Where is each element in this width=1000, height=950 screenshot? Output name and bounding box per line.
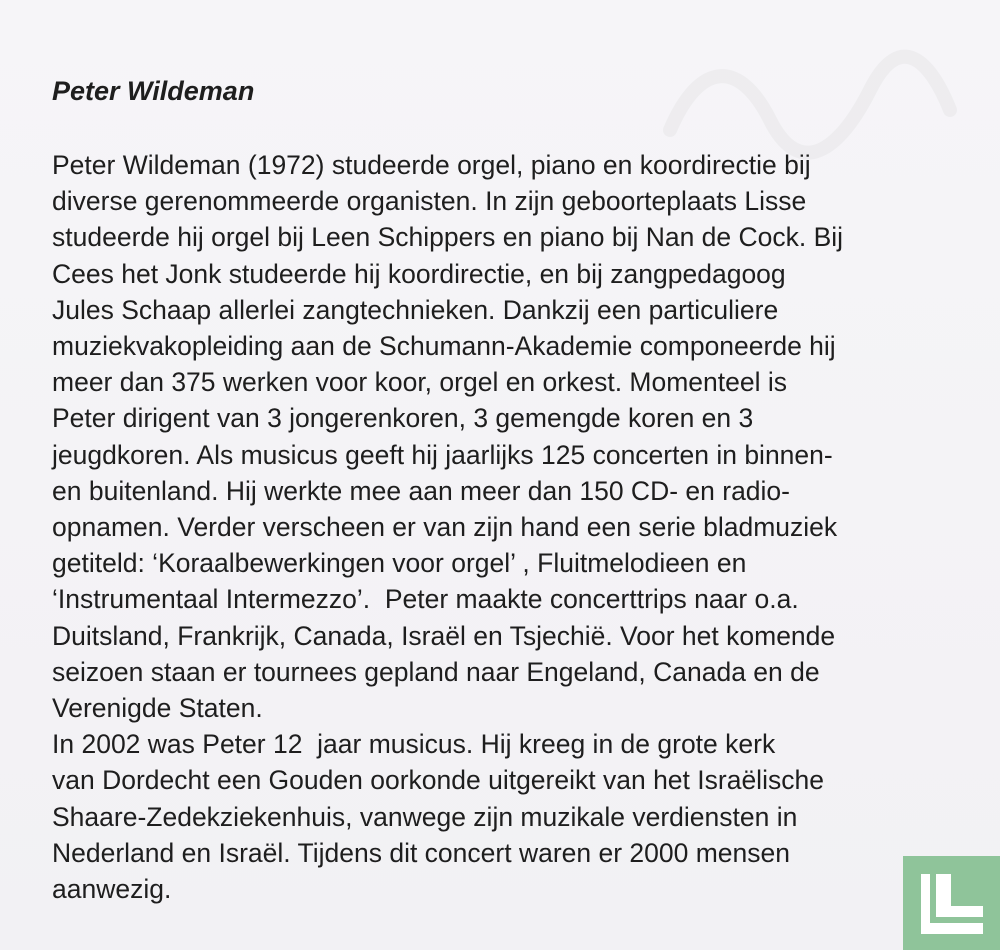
text-line: In 2002 was Peter 12 jaar musicus. Hij kreeg in de grote kerk	[52, 729, 776, 760]
text-line: Nederland en Israël. Tijdens dit concert waren er 2000 mensen	[52, 837, 791, 868]
text-line: en buitenland. Hij werkte mee aan meer dan 150 CD- en radio-	[52, 475, 790, 506]
text-line: Peter dirigent van 3 jongerenkoren, 3 gemengde koren en 3	[52, 403, 754, 434]
text-line: seizoen staan er tournees gepland naar Engeland, Canada en de	[52, 656, 820, 687]
text-line: meer dan 375 werken voor koor, orgel en orkest. Momenteel is	[52, 367, 788, 398]
text-line: Verenigde Staten.	[52, 693, 263, 724]
text-line: diverse gerenommeerde organisten. In zijn geboorteplaats Lisse	[52, 186, 807, 217]
text-line: aanwezig.	[52, 874, 172, 905]
text-line: van Dordecht een Gouden oorkonde uitgereikt van het Israëlische	[52, 765, 824, 796]
text-line: jeugdkoren. Als musicus geeft hij jaarlijks 125 concerten in binnen-	[52, 439, 833, 470]
text-line: muziekvakopleiding aan de Schumann-Akademie componeerde hij	[52, 331, 836, 362]
text-line: opnamen. Verder verscheen er van zijn hand een serie bladmuziek	[52, 512, 838, 543]
text-line: Cees het Jonk studeerde hij koordirectie, en bij zangpedagoog	[52, 258, 786, 289]
page-title: Peter Wildeman	[52, 76, 255, 106]
text-line: Peter Wildeman (1972) studeerde orgel, piano en koordirectie bij	[52, 150, 811, 180]
text-line: Jules Schaap allerlei zangtechnieken. Dankzij een particuliere	[52, 294, 779, 325]
text-line: studeerde hij orgel bij Leen Schippers en piano bij Nan de Cock. Bij	[52, 222, 844, 253]
text-line: getiteld: ‘Koraalbewerkingen voor orgel’ , Fluitmelodieen en	[52, 548, 747, 579]
faint-watermark-scribble	[660, 40, 960, 160]
text-line: ‘Instrumentaal Intermezzo’. Peter maakte concerttrips naar o.a.	[52, 584, 799, 615]
text-line: Shaare-Zedekziekenhuis, vanwege zijn muzikale verdiensten in	[52, 801, 798, 832]
corner-logo-icon	[903, 856, 1000, 950]
biography-text	[52, 147, 952, 907]
text-line: Duitsland, Frankrijk, Canada, Israël en Tsjechië. Voor het komende	[52, 620, 836, 651]
